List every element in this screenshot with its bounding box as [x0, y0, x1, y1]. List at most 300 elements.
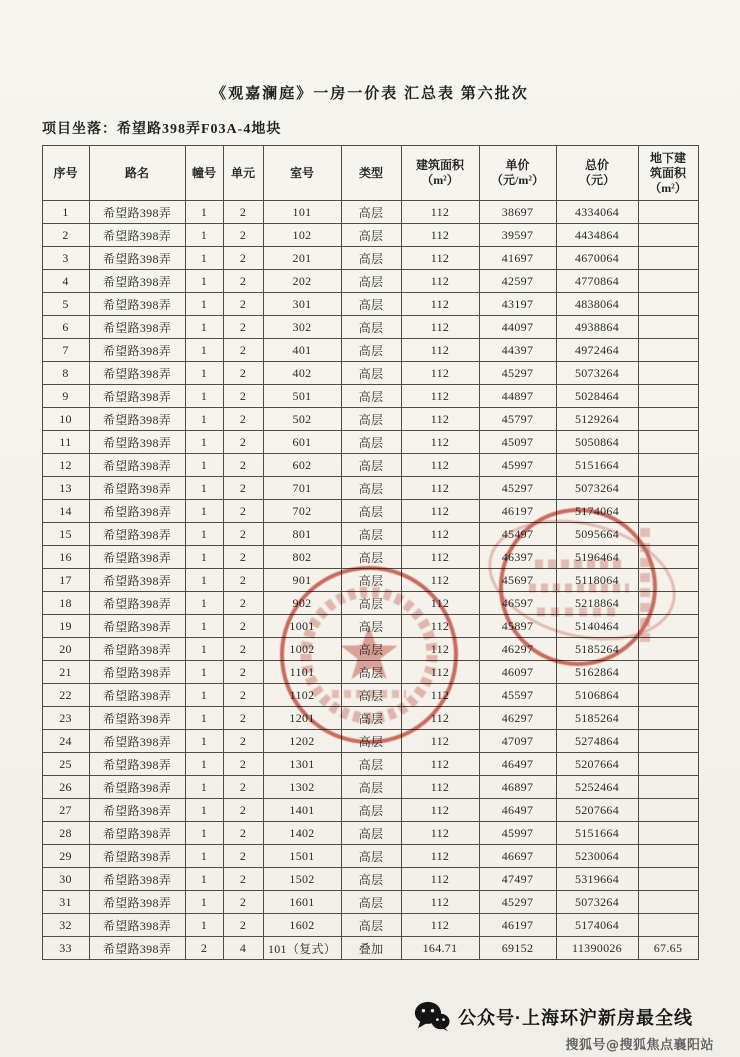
table-cell: 2	[223, 799, 263, 822]
table-cell: 2	[223, 523, 263, 546]
table-cell: 10	[42, 408, 89, 431]
sohu-watermark: 搜狐号@搜狐焦点襄阳站	[565, 1038, 714, 1053]
table-cell: 希望路398弄	[89, 684, 185, 707]
table-cell: 112	[401, 638, 479, 661]
table-row	[42, 615, 698, 638]
table-cell	[638, 500, 698, 523]
table-cell: 11	[42, 431, 89, 454]
table-cell: 45897	[479, 615, 556, 638]
table-cell: 2	[223, 891, 263, 914]
table-cell: 2	[223, 615, 263, 638]
table-cell: 1502	[263, 868, 341, 891]
table-cell: 45097	[479, 431, 556, 454]
table-row	[42, 638, 698, 661]
table-cell: 44097	[479, 316, 556, 339]
table-cell: 2	[223, 753, 263, 776]
table-cell: 301	[263, 293, 341, 316]
table-cell: 112	[401, 431, 479, 454]
table-cell: 高层	[341, 270, 401, 293]
table-cell: 47097	[479, 730, 556, 753]
table-row	[42, 569, 698, 592]
table-cell: 1	[185, 408, 223, 431]
table-row	[42, 730, 698, 753]
table-cell: 希望路398弄	[89, 707, 185, 730]
table-cell: 2	[223, 845, 263, 868]
table-cell: 1	[185, 684, 223, 707]
table-cell: 希望路398弄	[89, 362, 185, 385]
table-cell: 46197	[479, 914, 556, 937]
table-cell: 2	[223, 707, 263, 730]
table-cell: 502	[263, 408, 341, 431]
table-cell: 46297	[479, 638, 556, 661]
table-cell: 高层	[341, 408, 401, 431]
table-cell: 1	[185, 891, 223, 914]
table-row	[42, 937, 698, 960]
table-cell: 101	[263, 201, 341, 224]
table-row	[42, 914, 698, 937]
column-header: 室号	[263, 146, 341, 201]
table-cell: 希望路398弄	[89, 408, 185, 431]
column-header: 地下建 筑面积 （m²）	[638, 146, 698, 201]
table-cell: 高层	[341, 293, 401, 316]
table-cell: 2	[42, 224, 89, 247]
table-cell: 希望路398弄	[89, 730, 185, 753]
table-cell: 高层	[341, 500, 401, 523]
table-cell: 希望路398弄	[89, 454, 185, 477]
table-cell	[638, 707, 698, 730]
table-cell: 高层	[341, 891, 401, 914]
table-cell: 2	[223, 661, 263, 684]
table-cell: 3	[42, 247, 89, 270]
table-row	[42, 592, 698, 615]
table-cell: 1	[185, 523, 223, 546]
table-cell: 1	[185, 224, 223, 247]
table-cell: 101（复式）	[263, 937, 341, 960]
column-header: 单价 （元/m²）	[479, 146, 556, 201]
table-cell: 2	[223, 316, 263, 339]
table-cell: 2	[223, 408, 263, 431]
table-cell: 25	[42, 753, 89, 776]
table-cell: 38697	[479, 201, 556, 224]
table-cell: 高层	[341, 799, 401, 822]
page-title: 《观嘉澜庭》一房一价表 汇总表 第六批次	[211, 86, 529, 102]
table-cell: 2	[223, 201, 263, 224]
table-cell: 112	[401, 822, 479, 845]
table-cell: 23	[42, 707, 89, 730]
table-cell: 2	[223, 546, 263, 569]
table-cell: 5196464	[556, 546, 638, 569]
table-cell: 1	[185, 707, 223, 730]
table-cell: 26	[42, 776, 89, 799]
table-row	[42, 822, 698, 845]
table-cell: 5162864	[556, 661, 638, 684]
table-cell: 高层	[341, 661, 401, 684]
table-cell: 高层	[341, 684, 401, 707]
table-cell	[638, 431, 698, 454]
table-cell: 41697	[479, 247, 556, 270]
table-cell: 45797	[479, 408, 556, 431]
table-cell: 112	[401, 592, 479, 615]
table-cell: 12	[42, 454, 89, 477]
table-cell	[638, 454, 698, 477]
column-header: 序号	[42, 146, 89, 201]
table-row	[42, 247, 698, 270]
table-cell	[638, 914, 698, 937]
table-cell: 希望路398弄	[89, 500, 185, 523]
table-row	[42, 546, 698, 569]
table-cell: 2	[223, 224, 263, 247]
table-cell: 16	[42, 546, 89, 569]
table-cell: 1401	[263, 799, 341, 822]
table-cell: 45697	[479, 569, 556, 592]
table-cell: 802	[263, 546, 341, 569]
table-cell: 1	[185, 822, 223, 845]
table-cell: 1001	[263, 615, 341, 638]
wechat-icon	[414, 1001, 450, 1032]
table-cell: 112	[401, 799, 479, 822]
table-cell: 5319664	[556, 868, 638, 891]
table-row	[42, 523, 698, 546]
table-cell	[638, 385, 698, 408]
project-location-label: 项目坐落：希望路398弄F03A-4地块	[42, 122, 282, 137]
table-cell	[638, 822, 698, 845]
table-cell	[638, 891, 698, 914]
table-cell: 希望路398弄	[89, 569, 185, 592]
table-cell: 17	[42, 569, 89, 592]
table-cell: 5	[42, 293, 89, 316]
table-cell: 112	[401, 224, 479, 247]
table-cell: 45597	[479, 684, 556, 707]
table-cell: 1	[185, 477, 223, 500]
table-row	[42, 500, 698, 523]
table-cell: 201	[263, 247, 341, 270]
table-cell: 42597	[479, 270, 556, 293]
table-row	[42, 270, 698, 293]
table-cell: 4770864	[556, 270, 638, 293]
table-cell: 希望路398弄	[89, 385, 185, 408]
table-cell: 702	[263, 500, 341, 523]
table-cell: 112	[401, 500, 479, 523]
table-cell: 46497	[479, 799, 556, 822]
table-cell: 1	[185, 615, 223, 638]
table-cell: 8	[42, 362, 89, 385]
table-row	[42, 891, 698, 914]
table-cell: 30	[42, 868, 89, 891]
table-cell: 2	[223, 638, 263, 661]
column-header: 幢号	[185, 146, 223, 201]
table-cell: 13	[42, 477, 89, 500]
table-cell: 希望路398弄	[89, 339, 185, 362]
table-cell: 1302	[263, 776, 341, 799]
table-cell: 高层	[341, 730, 401, 753]
table-cell: 希望路398弄	[89, 293, 185, 316]
table-cell: 1	[42, 201, 89, 224]
table-cell: 1	[185, 730, 223, 753]
table-cell: 2	[185, 937, 223, 960]
table-cell: 1202	[263, 730, 341, 753]
table-cell: 22	[42, 684, 89, 707]
table-cell: 5095664	[556, 523, 638, 546]
table-cell: 高层	[341, 615, 401, 638]
table-cell: 4838064	[556, 293, 638, 316]
table-cell: 29	[42, 845, 89, 868]
table-row	[42, 408, 698, 431]
table-cell: 302	[263, 316, 341, 339]
table-cell: 希望路398弄	[89, 776, 185, 799]
table-cell: 44397	[479, 339, 556, 362]
table-cell: 112	[401, 615, 479, 638]
table-cell: 2	[223, 592, 263, 615]
table-cell: 4938864	[556, 316, 638, 339]
table-cell: 5129264	[556, 408, 638, 431]
table-cell	[638, 408, 698, 431]
table-row	[42, 431, 698, 454]
table-cell: 7	[42, 339, 89, 362]
column-header: 路名	[89, 146, 185, 201]
table-cell: 27	[42, 799, 89, 822]
table-cell: 2	[223, 569, 263, 592]
table-cell: 45997	[479, 454, 556, 477]
table-row	[42, 707, 698, 730]
table-cell: 高层	[341, 454, 401, 477]
table-cell: 希望路398弄	[89, 914, 185, 937]
table-cell: 112	[401, 385, 479, 408]
table-cell: 112	[401, 891, 479, 914]
table-row	[42, 753, 698, 776]
table-row	[42, 293, 698, 316]
table-cell: 1	[185, 270, 223, 293]
table-cell: 21	[42, 661, 89, 684]
table-cell: 高层	[341, 224, 401, 247]
table-cell: 高层	[341, 822, 401, 845]
table-cell: 2	[223, 684, 263, 707]
table-cell: 5185264	[556, 638, 638, 661]
table-row	[42, 385, 698, 408]
table-cell: 5185264	[556, 707, 638, 730]
table-cell: 45297	[479, 891, 556, 914]
table-cell: 46897	[479, 776, 556, 799]
table-cell: 高层	[341, 362, 401, 385]
table-cell: 112	[401, 477, 479, 500]
table-cell: 5073264	[556, 477, 638, 500]
table-cell: 69152	[479, 937, 556, 960]
table-cell: 1	[185, 546, 223, 569]
table-cell: 5073264	[556, 891, 638, 914]
table-cell: 1	[185, 661, 223, 684]
table-cell: 1	[185, 592, 223, 615]
table-cell: 希望路398弄	[89, 937, 185, 960]
table-cell: 112	[401, 408, 479, 431]
table-cell: 112	[401, 753, 479, 776]
table-cell: 希望路398弄	[89, 477, 185, 500]
table-cell: 5106864	[556, 684, 638, 707]
table-cell: 46097	[479, 661, 556, 684]
table-row	[42, 868, 698, 891]
table-cell	[638, 224, 698, 247]
table-cell: 1101	[263, 661, 341, 684]
table-cell: 46497	[479, 753, 556, 776]
table-cell: 112	[401, 776, 479, 799]
table-cell	[638, 684, 698, 707]
table-cell: 希望路398弄	[89, 592, 185, 615]
table-cell: 1002	[263, 638, 341, 661]
table-cell: 501	[263, 385, 341, 408]
table-cell: 高层	[341, 868, 401, 891]
table-cell: 31	[42, 891, 89, 914]
table-cell: 1	[185, 914, 223, 937]
table-cell: 5050864	[556, 431, 638, 454]
table-cell: 401	[263, 339, 341, 362]
table-cell: 112	[401, 569, 479, 592]
table-cell: 14	[42, 500, 89, 523]
table-cell: 高层	[341, 569, 401, 592]
table-cell: 5174064	[556, 500, 638, 523]
table-cell: 希望路398弄	[89, 201, 185, 224]
table-cell: 45997	[479, 822, 556, 845]
table-cell: 2	[223, 293, 263, 316]
table-cell: 高层	[341, 845, 401, 868]
table-cell: 1	[185, 316, 223, 339]
table-cell: 1	[185, 868, 223, 891]
table-cell: 5274864	[556, 730, 638, 753]
table-cell: 112	[401, 523, 479, 546]
table-cell: 高层	[341, 339, 401, 362]
table-cell: 5207664	[556, 799, 638, 822]
table-cell: 202	[263, 270, 341, 293]
table-cell: 叠加	[341, 937, 401, 960]
table-cell: 45297	[479, 362, 556, 385]
table-cell: 112	[401, 270, 479, 293]
table-cell: 希望路398弄	[89, 523, 185, 546]
table-cell: 2	[223, 500, 263, 523]
table-cell: 1	[185, 362, 223, 385]
table-cell: 希望路398弄	[89, 615, 185, 638]
table-cell: 601	[263, 431, 341, 454]
table-cell: 24	[42, 730, 89, 753]
table-body	[42, 201, 698, 960]
table-cell: 1	[185, 339, 223, 362]
table-cell: 112	[401, 868, 479, 891]
table-cell: 33	[42, 937, 89, 960]
table-cell	[638, 868, 698, 891]
table-cell: 46397	[479, 546, 556, 569]
table-row	[42, 454, 698, 477]
table-cell: 18	[42, 592, 89, 615]
table-row	[42, 339, 698, 362]
table-cell	[638, 845, 698, 868]
table-cell: 高层	[341, 914, 401, 937]
table-cell: 112	[401, 454, 479, 477]
table-cell: 1102	[263, 684, 341, 707]
table-row	[42, 684, 698, 707]
table-cell: 112	[401, 362, 479, 385]
table-cell: 5207664	[556, 753, 638, 776]
table-cell: 112	[401, 316, 479, 339]
table-cell: 希望路398弄	[89, 247, 185, 270]
table-cell	[638, 316, 698, 339]
table-row	[42, 362, 698, 385]
table-row	[42, 799, 698, 822]
table-cell: 5151664	[556, 454, 638, 477]
table-cell: 1	[185, 776, 223, 799]
table-cell: 701	[263, 477, 341, 500]
table-cell: 1	[185, 845, 223, 868]
table-cell: 希望路398弄	[89, 799, 185, 822]
footer	[414, 1001, 693, 1032]
table-cell	[638, 293, 698, 316]
table-cell: 希望路398弄	[89, 270, 185, 293]
table-cell: 高层	[341, 385, 401, 408]
table-cell: 4	[223, 937, 263, 960]
table-cell: 1	[185, 753, 223, 776]
table-cell: 高层	[341, 523, 401, 546]
table-cell	[638, 339, 698, 362]
table-cell: 1	[185, 201, 223, 224]
table-cell: 高层	[341, 477, 401, 500]
table-cell: 1	[185, 431, 223, 454]
table-cell: 2	[223, 454, 263, 477]
table-cell: 希望路398弄	[89, 822, 185, 845]
table-cell: 1	[185, 454, 223, 477]
table-cell: 5118064	[556, 569, 638, 592]
table-cell: 2	[223, 822, 263, 845]
table-cell: 1	[185, 638, 223, 661]
table-cell: 4972464	[556, 339, 638, 362]
price-table	[42, 145, 699, 960]
table-cell: 46197	[479, 500, 556, 523]
table-cell: 4	[42, 270, 89, 293]
table-cell: 1601	[263, 891, 341, 914]
table-cell: 6	[42, 316, 89, 339]
table-cell: 希望路398弄	[89, 868, 185, 891]
table-cell: 2	[223, 776, 263, 799]
table-cell: 2	[223, 477, 263, 500]
table-row	[42, 845, 698, 868]
table-cell: 112	[401, 684, 479, 707]
table-row	[42, 661, 698, 684]
table-cell: 希望路398弄	[89, 224, 185, 247]
table-cell: 2	[223, 914, 263, 937]
table-cell: 1	[185, 385, 223, 408]
table-cell: 1	[185, 500, 223, 523]
table-cell: 112	[401, 914, 479, 937]
table-cell: 希望路398弄	[89, 661, 185, 684]
table-cell	[638, 615, 698, 638]
table-header-row	[42, 146, 698, 201]
table-cell: 2	[223, 868, 263, 891]
table-cell: 高层	[341, 201, 401, 224]
table-cell: 102	[263, 224, 341, 247]
table-row	[42, 776, 698, 799]
table-cell: 112	[401, 546, 479, 569]
table-cell: 2	[223, 270, 263, 293]
table-cell: 1602	[263, 914, 341, 937]
table-cell: 高层	[341, 638, 401, 661]
table-cell: 5151664	[556, 822, 638, 845]
table-cell	[638, 776, 698, 799]
table-cell: 高层	[341, 316, 401, 339]
table-cell: 15	[42, 523, 89, 546]
table-cell: 902	[263, 592, 341, 615]
table-cell: 希望路398弄	[89, 845, 185, 868]
table-cell: 2	[223, 385, 263, 408]
table-cell	[638, 592, 698, 615]
table-cell	[638, 638, 698, 661]
table-cell	[638, 477, 698, 500]
table-cell: 高层	[341, 776, 401, 799]
table-cell: 高层	[341, 707, 401, 730]
table-cell: 5218864	[556, 592, 638, 615]
